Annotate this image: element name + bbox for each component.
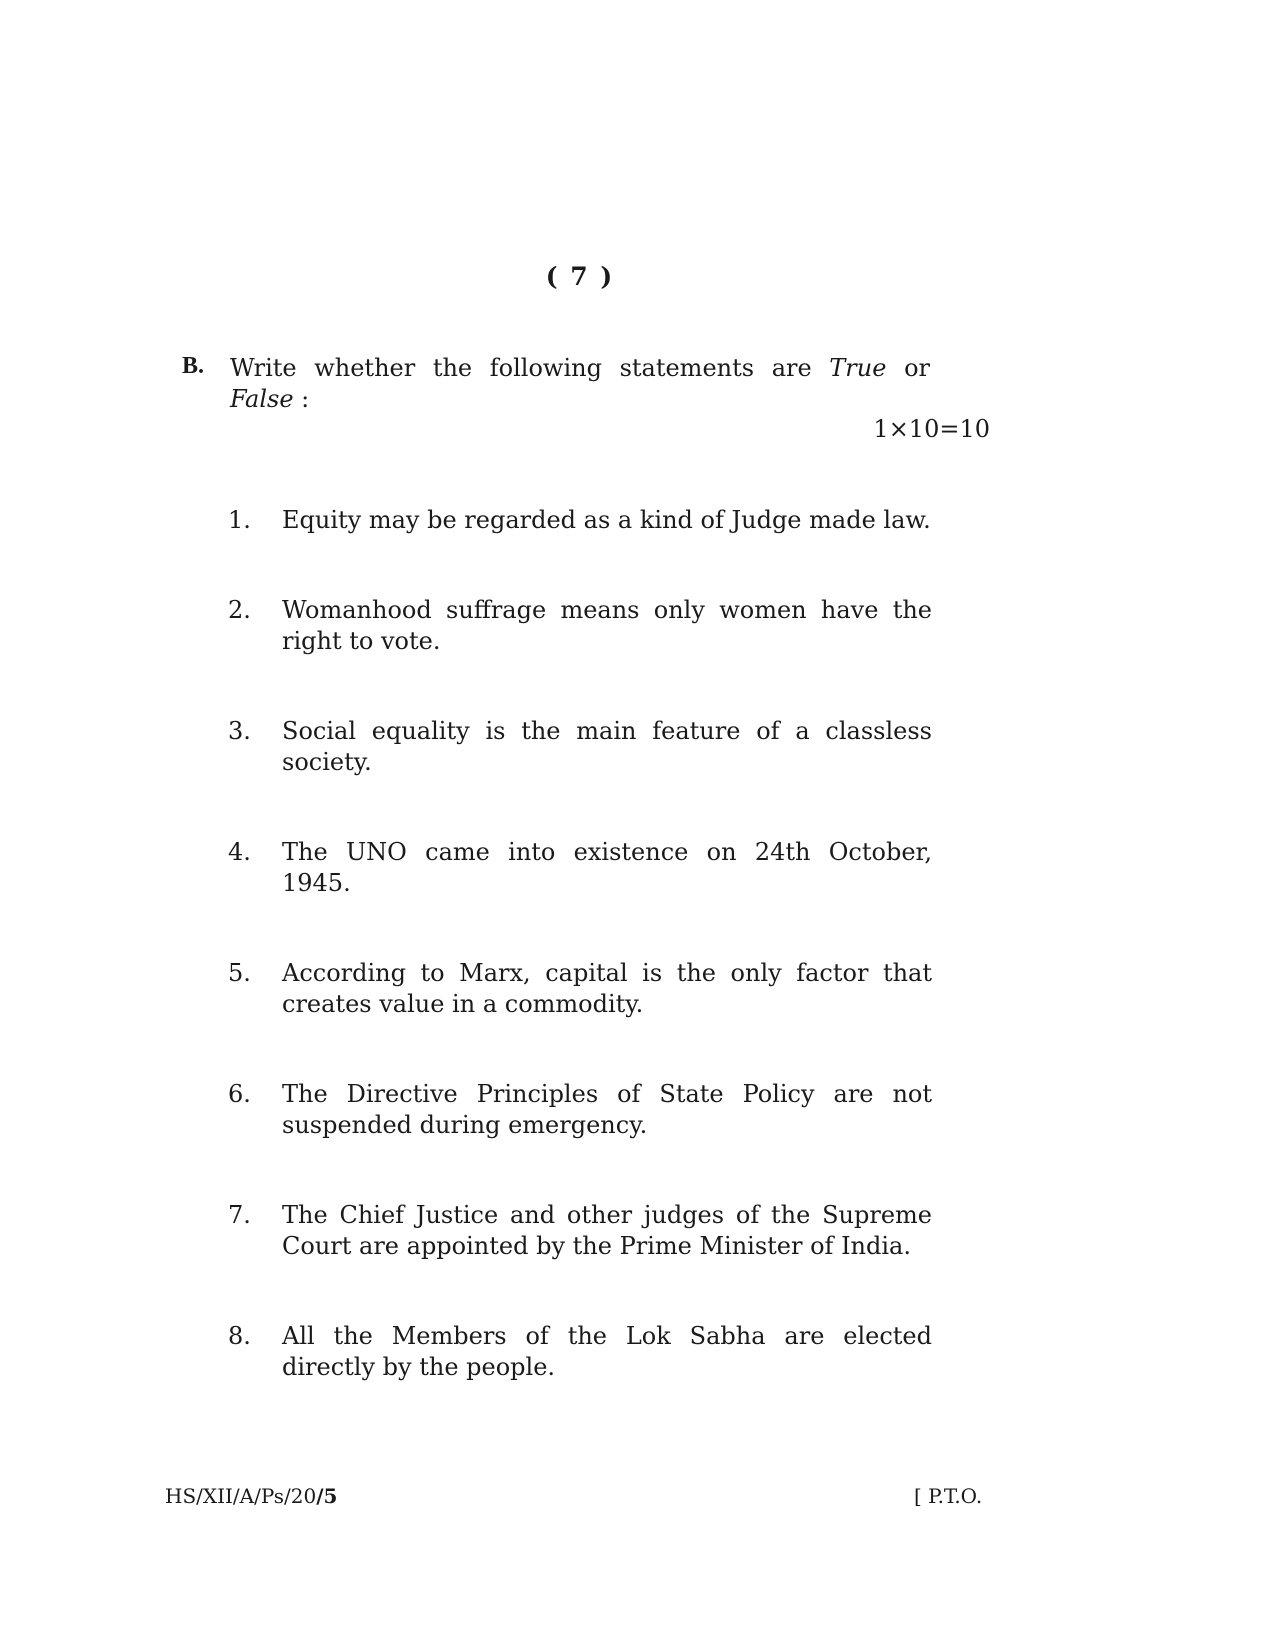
section-label: B. bbox=[182, 353, 205, 379]
question-text: All the Members of the Lok Sabha are elected directly by the people. bbox=[282, 1322, 932, 1381]
question-item bbox=[228, 505, 932, 536]
question-text: Womanhood suffrage means only women have the right to vote. bbox=[282, 596, 932, 655]
instruction-word: the bbox=[432, 354, 473, 382]
instruction-line-2 bbox=[230, 384, 930, 415]
paper-code-prefix: HS/XII/A/Ps/20 bbox=[165, 1484, 317, 1508]
instruction-colon: : bbox=[293, 385, 310, 413]
question-number: 7. bbox=[228, 1201, 251, 1229]
question-number: 8. bbox=[228, 1322, 251, 1350]
question-item bbox=[228, 1079, 932, 1141]
page-number: ( 7 ) bbox=[545, 262, 615, 291]
question-number: 2. bbox=[228, 596, 251, 624]
question-item bbox=[228, 958, 932, 1020]
question-text: Social equality is the main feature of a classless society. bbox=[282, 717, 932, 776]
please-turn-over: [ P.T.O. bbox=[914, 1484, 983, 1508]
instruction-or: or bbox=[904, 354, 930, 382]
instruction-word: are bbox=[771, 354, 812, 382]
instruction-line-1 bbox=[230, 353, 930, 384]
question-number: 1. bbox=[228, 506, 251, 534]
question-item bbox=[228, 837, 932, 899]
instruction-true: True bbox=[829, 354, 887, 382]
question-item bbox=[228, 1321, 932, 1383]
instruction-word: statements bbox=[619, 354, 755, 382]
instruction-word: following bbox=[489, 354, 602, 382]
question-item bbox=[228, 716, 932, 778]
question-text: The Directive Principles of State Policy are not suspended during emergency. bbox=[282, 1080, 932, 1139]
paper-code-suffix: /5 bbox=[316, 1484, 338, 1508]
question-text: The Chief Justice and other judges of the Supreme Court are appointed by the Prime Minister of India. bbox=[282, 1201, 932, 1260]
paper-code bbox=[165, 1484, 337, 1508]
question-text: According to Marx, capital is the only factor that creates value in a commodity. bbox=[282, 959, 932, 1018]
question-number: 4. bbox=[228, 838, 251, 866]
section-instruction bbox=[230, 353, 930, 415]
question-item bbox=[228, 595, 932, 657]
instruction-false: False bbox=[230, 385, 294, 413]
question-text: Equity may be regarded as a kind of Judge made law. bbox=[282, 506, 931, 534]
instruction-word: whether bbox=[314, 354, 416, 382]
question-text: The UNO came into existence on 24th October, 1945. bbox=[282, 838, 932, 897]
question-number: 3. bbox=[228, 717, 251, 745]
question-number: 5. bbox=[228, 959, 251, 987]
question-list bbox=[228, 505, 932, 1442]
instruction-word: Write bbox=[230, 354, 297, 382]
question-number: 6. bbox=[228, 1080, 251, 1108]
question-item bbox=[228, 1200, 932, 1262]
marks-allocation: 1×10=10 bbox=[873, 415, 990, 443]
